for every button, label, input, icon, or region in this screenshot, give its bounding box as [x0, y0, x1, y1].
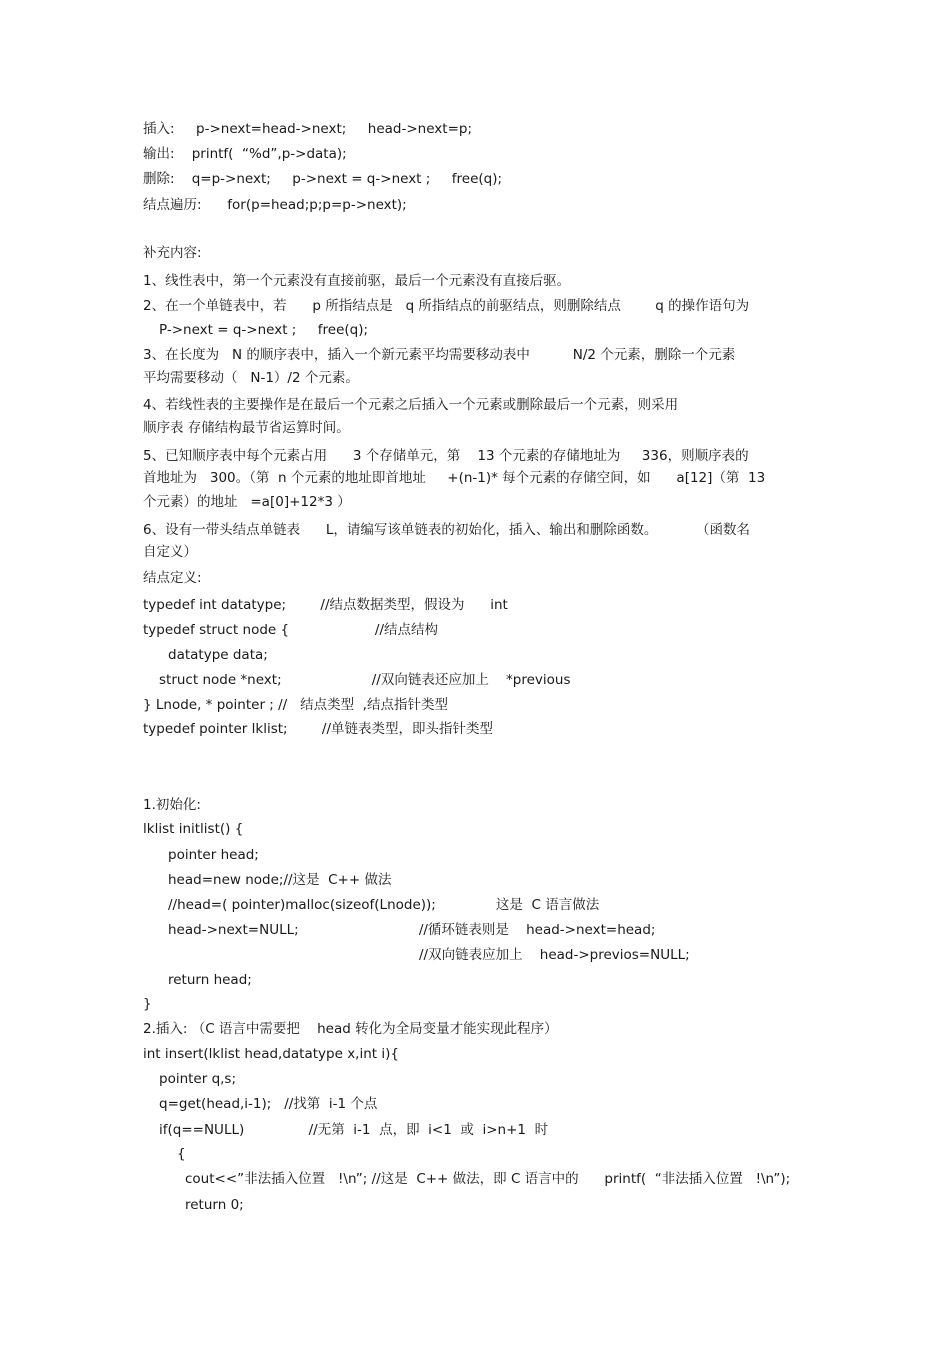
item-4-continued: 顺序表 存储结构最节省运算时间。	[143, 420, 350, 436]
code-line: q=get(head,i-1); //找第 i-1 个点	[159, 1096, 378, 1112]
line-traverse: 结点遍历: for(p=head;p;p=p->next);	[143, 197, 407, 213]
heading-init: 1.初始化:	[143, 797, 201, 813]
heading-insert: 2.插入: （C 语言中需要把 head 转化为全局变量才能实现此程序）	[143, 1021, 558, 1037]
item-1: 1、线性表中，第一个元素没有直接前驱，最后一个元素没有直接后驱。	[143, 273, 571, 289]
item-4: 4、若线性表的主要操作是在最后一个元素之后插入一个元素或删除最后一个元素，则采用	[143, 397, 679, 413]
item-5: 5、已知顺序表中每个元素占用 3 个存储单元，第 13 个元素的存储地址为 336，则顺序表的	[143, 448, 749, 464]
item-6-continued: 自定义）	[143, 544, 197, 560]
heading-supplement: 补充内容:	[143, 245, 202, 261]
code-line: head=new node;//这是 C++ 做法	[168, 872, 392, 888]
code-line: struct node *next; //双向链表还应加上 *previous	[159, 672, 571, 688]
code-line: pointer head;	[168, 847, 259, 863]
code-line: typedef struct node { //结点结构	[143, 622, 439, 638]
item-5-continued: 首地址为 300。（第 n 个元素的地址即首地址 +(n-1)* 每个元素的存储空间，如 a[12]（第 13	[143, 470, 766, 486]
code-line: typedef int datatype; //结点数据类型，假设为 int	[143, 597, 508, 613]
code-line: cout<<”非法插入位置 !\n”; //这是 C++ 做法，即 C 语言中的 printf( “非法插入位置 !\n”);	[185, 1171, 791, 1187]
code-line: typedef pointer lklist; //单链表类型，即头指针类型	[143, 721, 494, 737]
code-line: int insert(lklist head,datatype x,int i){	[143, 1046, 399, 1062]
line-output: 输出: printf( “%d”,p->data);	[143, 146, 347, 162]
code-line: //head=( pointer)malloc(sizeof(Lnode)); 这是 C 语言做法	[168, 897, 600, 913]
item-6: 6、设有一带头结点单链表 L，请编写该单链表的初始化，插入、输出和删除函数。 （函数名	[143, 522, 750, 538]
item-2-continued: P->next = q->next ; free(q);	[159, 322, 369, 338]
code-line: head->next=NULL; //循环链表则是 head->next=head;	[168, 922, 656, 938]
code-line: return head;	[168, 972, 252, 988]
code-line: }	[143, 996, 152, 1012]
code-line: return 0;	[185, 1197, 244, 1213]
code-line: {	[177, 1146, 186, 1162]
item-3: 3、在长度为 N 的顺序表中，插入一个新元素平均需要移动表中 N/2 个元素，删除一个元素	[143, 347, 736, 363]
code-line: if(q==NULL) //无第 i-1 点，即 i<1 或 i>n+1 时	[159, 1122, 549, 1138]
item-3-continued: 平均需要移动（ N-1）/2 个元素。	[143, 370, 359, 386]
item-2: 2、在一个单链表中，若 p 所指结点是 q 所指结点的前驱结点，则删除结点 q 的操作语句为	[143, 298, 750, 314]
code-line: } Lnode, * pointer ; // 结点类型 ,结点指针类型	[143, 697, 448, 713]
code-line: datatype data;	[168, 647, 268, 663]
heading-node-definition: 结点定义:	[143, 570, 202, 586]
code-line: //双向链表应加上 head->previos=NULL;	[419, 947, 690, 963]
line-delete: 删除: q=p->next; p->next = q->next ; free(q);	[143, 171, 503, 187]
code-line: pointer q,s;	[159, 1071, 237, 1087]
code-line: lklist initlist() {	[143, 821, 244, 837]
item-5-continued-2: 个元素）的地址 =a[0]+12*3 ）	[143, 494, 351, 510]
line-insert: 插入: p->next=head->next; head->next=p;	[143, 121, 472, 137]
